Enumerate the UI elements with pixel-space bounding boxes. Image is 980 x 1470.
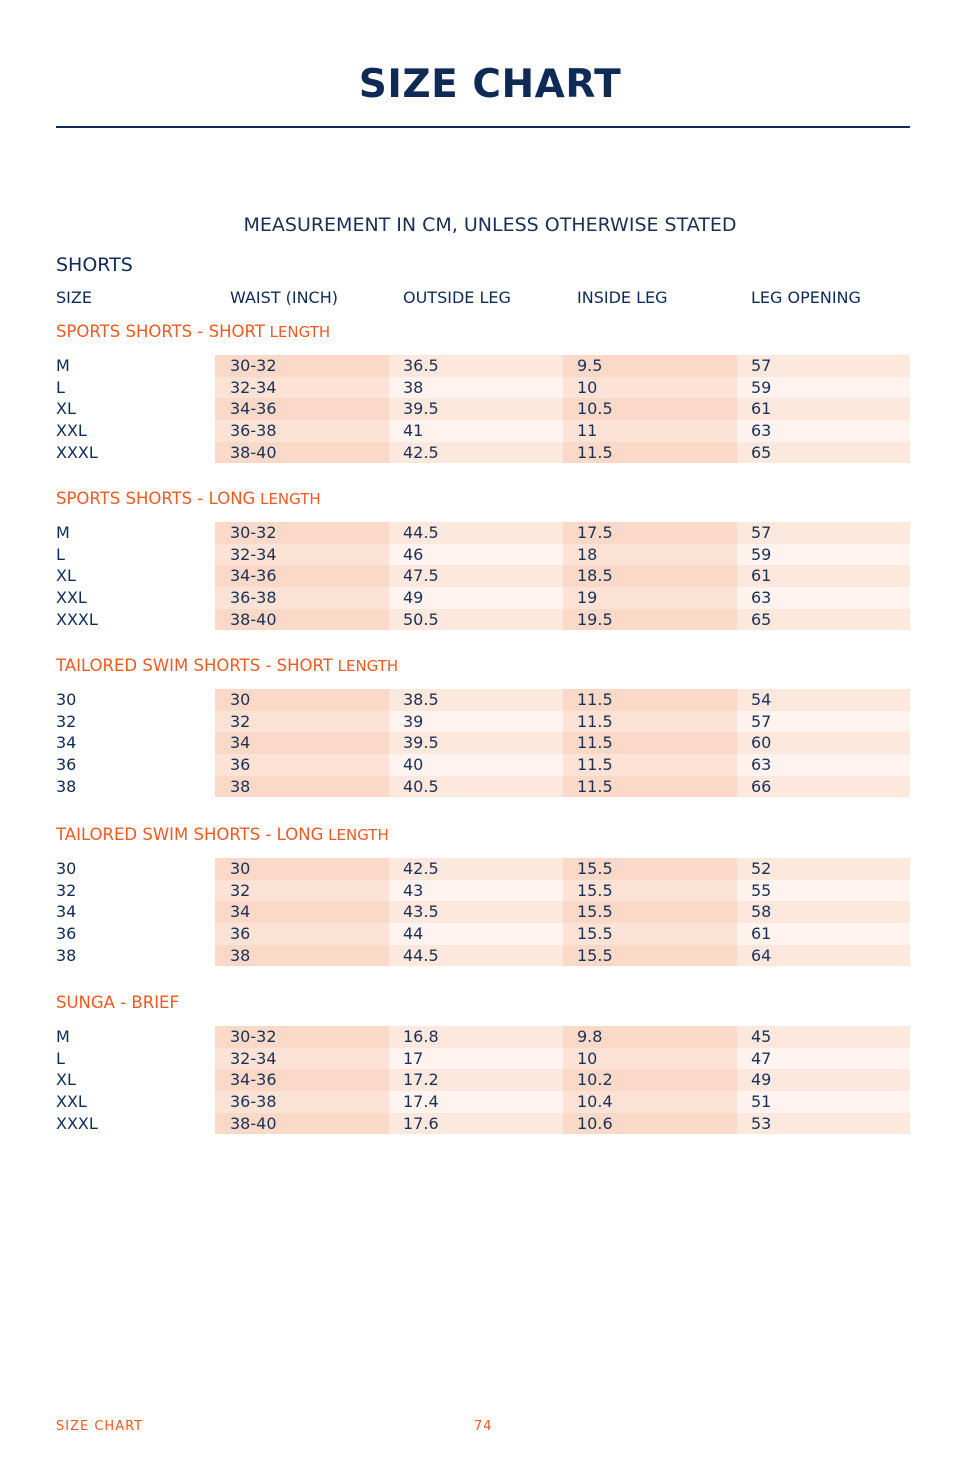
cell-inside-leg: 11.5: [577, 442, 613, 462]
cell-inside-leg: 10: [577, 1048, 598, 1068]
cell-inside-leg: 11.5: [577, 711, 613, 731]
cell-size: 36: [56, 755, 77, 775]
cell-size: 34: [56, 733, 77, 753]
footer-label: SIZE CHART: [56, 1419, 144, 1434]
section-title-suffix: LENGTH: [255, 490, 321, 508]
cell-size: M: [56, 1027, 70, 1046]
table-row: [56, 398, 910, 420]
table-row: [56, 858, 910, 880]
cell-waist: 30: [230, 859, 251, 878]
cell-outside-leg: 43.5: [403, 902, 439, 922]
table-row: [56, 945, 910, 967]
cell-waist: 38: [230, 776, 251, 796]
section-title-text: SPORTS SHORTS - LONG: [56, 489, 256, 508]
page-title: SIZE CHART: [358, 62, 622, 107]
cell-inside-leg: 17.5: [577, 523, 613, 542]
cell-leg-opening: 65: [751, 442, 772, 462]
section-title: [56, 489, 321, 508]
cell-inside-leg: 15.5: [577, 880, 613, 900]
cell-size: 36: [56, 924, 77, 944]
cell-inside-leg: 19: [577, 588, 598, 608]
table-row: [56, 1091, 910, 1113]
table-row: [56, 522, 910, 544]
cell-size: XXXL: [56, 442, 98, 462]
cell-inside-leg: 11.5: [577, 776, 613, 796]
cell-inside-leg: 15.5: [577, 924, 613, 944]
cell-outside-leg: 43: [403, 880, 424, 900]
cell-outside-leg: 46: [403, 544, 424, 564]
cell-size: 38: [56, 776, 77, 796]
size-table: [56, 689, 910, 797]
header-size: SIZE: [56, 288, 92, 307]
cell-inside-leg: 11: [577, 421, 598, 441]
cell-inside-leg: 15.5: [577, 859, 613, 878]
cell-outside-leg: 36.5: [403, 356, 439, 375]
cell-outside-leg: 16.8: [403, 1027, 439, 1046]
cell-leg-opening: 54: [751, 690, 772, 709]
cell-waist: 30-32: [230, 523, 277, 542]
section-title-suffix: LENGTH: [264, 323, 331, 341]
cell-outside-leg: 44: [403, 924, 424, 944]
cell-leg-opening: 63: [751, 588, 772, 608]
cell-size: M: [56, 356, 70, 375]
cell-inside-leg: 10.2: [577, 1070, 613, 1090]
cell-leg-opening: 61: [751, 566, 772, 586]
cell-waist: 36-38: [230, 421, 277, 441]
cell-waist: 38-40: [230, 609, 277, 629]
cell-waist: 32: [230, 880, 251, 900]
cell-size: XXL: [56, 421, 87, 441]
cell-size: 32: [56, 711, 77, 731]
section-title-suffix: LENGTH: [323, 826, 389, 844]
table-row: [56, 1048, 910, 1070]
cell-outside-leg: 17.2: [403, 1070, 439, 1090]
page-number: 74: [474, 1419, 493, 1434]
header-outside-leg: OUTSIDE LEG: [403, 288, 511, 307]
cell-leg-opening: 49: [751, 1070, 772, 1090]
cell-waist: 30: [230, 690, 251, 709]
table-row: [56, 420, 910, 442]
table-row: [56, 880, 910, 902]
header-inside-leg: INSIDE LEG: [577, 288, 668, 307]
cell-waist: 38-40: [230, 442, 277, 462]
cell-outside-leg: 44.5: [403, 523, 439, 542]
cell-inside-leg: 10: [577, 377, 598, 397]
cell-leg-opening: 64: [751, 945, 772, 965]
cell-size: XXL: [56, 588, 87, 608]
cell-leg-opening: 59: [751, 377, 772, 397]
cell-outside-leg: 44.5: [403, 945, 439, 965]
size-table: [56, 858, 910, 966]
column-header-row: [56, 288, 910, 308]
section-title-suffix: LENGTH: [332, 657, 399, 675]
cell-outside-leg: 47.5: [403, 566, 439, 586]
cell-waist: 38-40: [230, 1113, 277, 1133]
cell-waist: 32-34: [230, 1048, 277, 1068]
table-row: [56, 565, 910, 587]
cell-size: XXL: [56, 1092, 87, 1112]
size-table: [56, 1026, 910, 1134]
cell-size: 30: [56, 690, 77, 709]
cell-waist: 34-36: [230, 399, 277, 419]
cell-leg-opening: 65: [751, 609, 772, 629]
cell-waist: 38: [230, 945, 251, 965]
cell-waist: 32-34: [230, 377, 277, 397]
cell-inside-leg: 11.5: [577, 733, 613, 753]
cell-inside-leg: 15.5: [577, 902, 613, 922]
cell-outside-leg: 39.5: [403, 399, 439, 419]
cell-leg-opening: 53: [751, 1113, 772, 1133]
cell-waist: 30-32: [230, 356, 277, 375]
table-row: [56, 754, 910, 776]
section-title: [56, 993, 179, 1012]
cell-size: XL: [56, 399, 76, 419]
cell-size: XXXL: [56, 609, 98, 629]
table-row: [56, 1069, 910, 1091]
cell-outside-leg: 38.5: [403, 690, 439, 709]
table-row: [56, 923, 910, 945]
cell-outside-leg: 17.6: [403, 1113, 439, 1133]
cell-inside-leg: 11.5: [577, 755, 613, 775]
cell-outside-leg: 17: [403, 1048, 424, 1068]
cell-outside-leg: 39.5: [403, 733, 439, 753]
cell-outside-leg: 40.5: [403, 776, 439, 796]
cell-inside-leg: 10.6: [577, 1113, 613, 1133]
section-title: [56, 656, 398, 675]
cell-outside-leg: 42.5: [403, 859, 439, 878]
cell-outside-leg: 40: [403, 755, 424, 775]
table-row: [56, 609, 910, 631]
cell-waist: 36: [230, 755, 251, 775]
cell-outside-leg: 17.4: [403, 1092, 439, 1112]
table-row: [56, 377, 910, 399]
cell-size: L: [56, 377, 65, 397]
cell-inside-leg: 19.5: [577, 609, 613, 629]
table-row: [56, 587, 910, 609]
section-title-text: TAILORED SWIM SHORTS - LONG: [56, 825, 324, 844]
cell-inside-leg: 10.4: [577, 1092, 613, 1112]
cell-waist: 34-36: [230, 566, 277, 586]
cell-leg-opening: 66: [751, 776, 772, 796]
cell-leg-opening: 59: [751, 544, 772, 564]
cell-leg-opening: 55: [751, 880, 772, 900]
cell-leg-opening: 58: [751, 902, 772, 922]
cell-waist: 32: [230, 711, 251, 731]
header-waist: WAIST (INCH): [230, 288, 338, 307]
cell-leg-opening: 52: [751, 859, 772, 878]
cell-waist: 36-38: [230, 588, 277, 608]
cell-leg-opening: 47: [751, 1048, 772, 1068]
cell-waist: 34-36: [230, 1070, 277, 1090]
cell-outside-leg: 41: [403, 421, 424, 441]
cell-waist: 34: [230, 902, 251, 922]
table-row: [56, 689, 910, 711]
cell-leg-opening: 57: [751, 523, 772, 542]
cell-inside-leg: 18: [577, 544, 598, 564]
cell-inside-leg: 9.5: [577, 356, 603, 375]
cell-size: XXXL: [56, 1113, 98, 1133]
cell-waist: 36-38: [230, 1092, 277, 1112]
table-row: [56, 732, 910, 754]
table-row: [56, 776, 910, 798]
cell-size: L: [56, 544, 65, 564]
table-row: [56, 544, 910, 566]
cell-outside-leg: 50.5: [403, 609, 439, 629]
cell-waist: 30-32: [230, 1027, 277, 1046]
cell-inside-leg: 18.5: [577, 566, 613, 586]
section-title-text: TAILORED SWIM SHORTS - SHORT: [56, 656, 333, 675]
cell-waist: 34: [230, 733, 251, 753]
cell-size: 38: [56, 945, 77, 965]
cell-leg-opening: 61: [751, 399, 772, 419]
section-title-text: SUNGA - BRIEF: [56, 993, 179, 1012]
cell-size: L: [56, 1048, 65, 1068]
cell-size: XL: [56, 566, 76, 586]
category-heading: SHORTS: [56, 254, 133, 276]
cell-outside-leg: 39: [403, 711, 424, 731]
cell-leg-opening: 61: [751, 924, 772, 944]
cell-leg-opening: 45: [751, 1027, 772, 1046]
table-row: [56, 1113, 910, 1135]
cell-leg-opening: 51: [751, 1092, 772, 1112]
cell-inside-leg: 11.5: [577, 690, 613, 709]
size-table: [56, 355, 910, 463]
cell-size: 32: [56, 880, 77, 900]
cell-outside-leg: 38: [403, 377, 424, 397]
cell-size: 34: [56, 902, 77, 922]
cell-outside-leg: 49: [403, 588, 424, 608]
cell-inside-leg: 9.8: [577, 1027, 603, 1046]
table-row: [56, 901, 910, 923]
cell-size: 30: [56, 859, 77, 878]
cell-leg-opening: 63: [751, 755, 772, 775]
header-leg-opening: LEG OPENING: [751, 288, 861, 307]
table-row: [56, 1026, 910, 1048]
section-title: [56, 825, 389, 844]
size-table: [56, 522, 910, 630]
title-divider: [56, 126, 910, 128]
cell-leg-opening: 60: [751, 733, 772, 753]
cell-outside-leg: 42.5: [403, 442, 439, 462]
cell-waist: 36: [230, 924, 251, 944]
cell-leg-opening: 57: [751, 356, 772, 375]
table-row: [56, 711, 910, 733]
section-title-text: SPORTS SHORTS - SHORT: [56, 322, 265, 341]
cell-size: M: [56, 523, 70, 542]
table-row: [56, 355, 910, 377]
cell-waist: 32-34: [230, 544, 277, 564]
cell-leg-opening: 57: [751, 711, 772, 731]
cell-size: XL: [56, 1070, 76, 1090]
cell-inside-leg: 15.5: [577, 945, 613, 965]
section-title: [56, 322, 330, 341]
table-row: [56, 442, 910, 464]
measurement-note: MEASUREMENT IN CM, UNLESS OTHERWISE STATED: [243, 214, 737, 236]
cell-leg-opening: 63: [751, 421, 772, 441]
cell-inside-leg: 10.5: [577, 399, 613, 419]
